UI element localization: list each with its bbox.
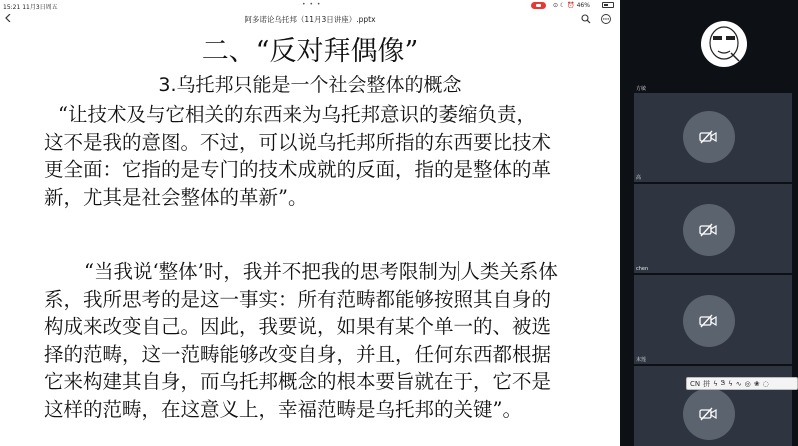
paragraph-line: 它来构建其自身，而乌托邦概念的根本要旨就在于，它不是 [44,370,552,393]
participant-name: 方敏 [636,86,647,92]
slide-heading: 二、“反对拜偶像” [201,36,419,67]
paragraph-line: 这不是我的意图。不过，可以说乌托邦所指的东西要比技术 [44,130,552,154]
search-icon[interactable] [581,14,591,24]
paragraph-line [84,258,604,286]
paragraph-line: “让技术及与它相关的东西来为乌托邦意识的萎缩负责， [58,103,536,126]
participant-name: 高 [636,175,642,181]
paragraph-line: 择的范畴，这一范畴能够改变自身，并且，任何东西都根据 [44,342,552,366]
document-toolbar [0,11,620,27]
camera-off-icon [699,130,717,144]
cartoon-face-icon [701,21,747,67]
pinyin-mode-icon[interactable]: 拼 [703,379,711,388]
battery-icon [602,2,614,8]
toolbar-tool-icon[interactable]: ϟ [713,379,718,388]
quote-paragraph-1 [44,101,604,211]
camera-off-icon [699,407,717,421]
quote-paragraph-2 [44,258,604,423]
camera-off-icon [699,314,717,328]
paragraph-line: 新，尤其是社会整体的革新”。 [44,185,308,209]
status-bar [0,0,620,11]
settings-flower-icon[interactable]: ❀ [753,379,760,388]
status-time-date: 15:21 11月3日周五 [3,4,58,11]
paragraph-line-segment: “当我说‘整体’时，我并不把我的思考限制为 [84,260,458,283]
toolbar-tool-icon[interactable]: ϟ [728,379,733,388]
multitasking-dots-icon[interactable]: • • • [302,1,322,8]
slide-subheading: 3.乌托邦只能是一个社会整体的概念 [158,74,462,96]
more-options-icon[interactable] [600,14,612,24]
toolbar-tool-icon[interactable]: ◎ [744,379,751,388]
paragraph-line: 系，我所思考的是这一事实：所有范畴都能够按照其自身的 [44,287,552,311]
floating-input-toolbar[interactable] [686,377,798,390]
participant-tile[interactable] [634,275,792,364]
document-title: 阿多诺论乌托邦（11月3日讲座）.pptx [244,15,376,24]
participant-name: 末莲 [636,357,647,363]
participant-tile[interactable] [634,93,792,182]
paragraph-line: 构成来改变自己。因此，我要说，如果有某个单一的、被选 [44,315,552,338]
status-indicators: ⊙ ☾ ⏰ 46% [553,2,590,9]
toolbar-tool-icon[interactable]: ◌ [762,379,769,388]
toolbar-tool-icon[interactable]: Ꮥ [720,379,726,387]
paragraph-line: 更全面：它指的是专门的技术成就的反面，指的是整体的革 [44,158,552,181]
paragraph-line-segment: 人类关系体 [460,260,558,283]
participant-name: chen [636,266,649,272]
slide-canvas [0,27,620,446]
screen-recording-icon[interactable] [531,2,546,9]
camera-off-icon [699,223,717,237]
participant-tile[interactable] [634,0,792,93]
back-chevron-icon[interactable] [4,14,12,22]
language-toggle[interactable]: CN [690,379,701,388]
participant-tile[interactable] [634,184,792,273]
toolbar-tool-icon[interactable]: ∿ [735,379,742,388]
participant-avatar [701,21,747,67]
paragraph-line: 这样的范畴，在这意义上，幸福范畴是乌托邦的关键”。 [44,397,522,421]
